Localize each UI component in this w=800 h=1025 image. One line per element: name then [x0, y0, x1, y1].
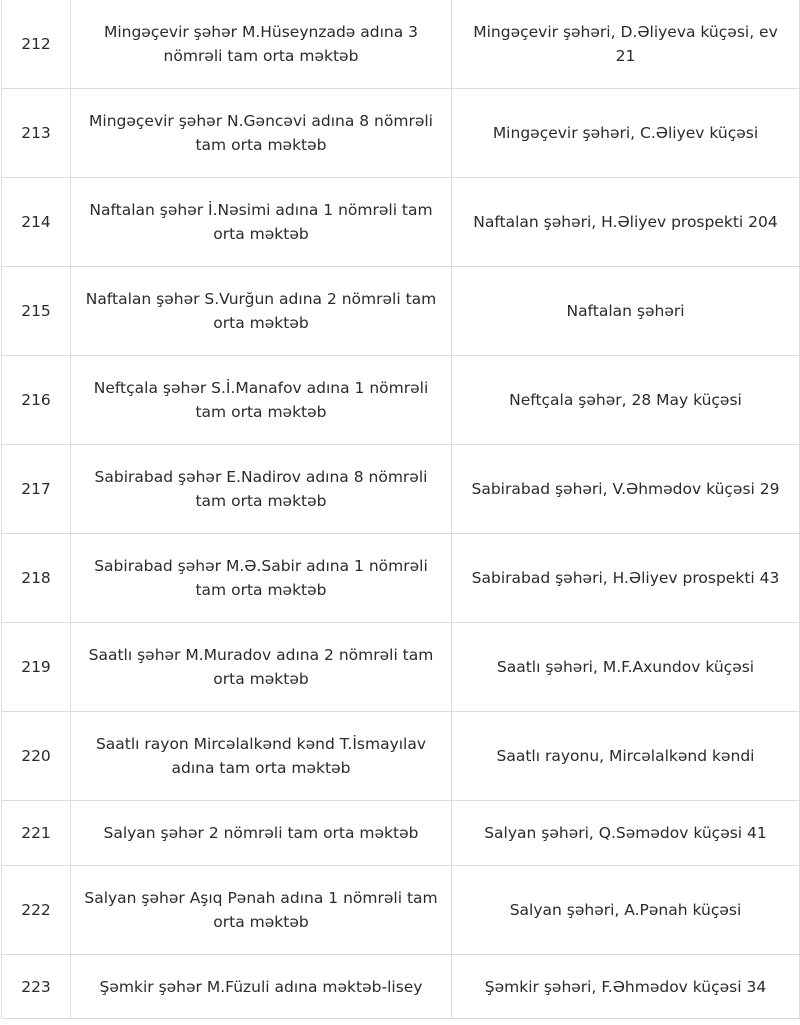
school-name: Saatlı rayon Mircəlalkənd kənd T.İsmayılav adına tam orta məktəb: [71, 712, 452, 801]
table-row: [2, 178, 800, 267]
table-row: [2, 866, 800, 955]
table-row: [2, 955, 800, 1019]
school-address: Sabirabad şəhəri, H.Əliyev prospekti 43: [452, 534, 800, 623]
row-number: 213: [2, 89, 71, 178]
row-number: 214: [2, 178, 71, 267]
row-number: 218: [2, 534, 71, 623]
table-row: [2, 801, 800, 866]
school-name: Mingəçevir şəhər N.Gəncəvi adına 8 nömrəli tam orta məktəb: [71, 89, 452, 178]
row-number: 222: [2, 866, 71, 955]
table-row: [2, 623, 800, 712]
row-number: 212: [2, 0, 71, 89]
table-row: [2, 445, 800, 534]
table-row: [2, 267, 800, 356]
school-name: Salyan şəhər 2 nömrəli tam orta məktəb: [71, 801, 452, 866]
school-address: Salyan şəhəri, A.Pənah küçəsi: [452, 866, 800, 955]
table-row: [2, 0, 800, 89]
school-address: Naftalan şəhəri, H.Əliyev prospekti 204: [452, 178, 800, 267]
row-number: 220: [2, 712, 71, 801]
row-number: 223: [2, 955, 71, 1019]
school-address: Şəmkir şəhəri, F.Əhmədov küçəsi 34: [452, 955, 800, 1019]
school-address: Mingəçevir şəhəri, D.Əliyeva küçəsi, ev 21: [452, 0, 800, 89]
school-address: Salyan şəhəri, Q.Səmədov küçəsi 41: [452, 801, 800, 866]
row-number: 221: [2, 801, 71, 866]
school-name: Şəmkir şəhər M.Füzuli adına məktəb-lisey: [71, 955, 452, 1019]
school-name: Sabirabad şəhər E.Nadirov adına 8 nömrəli tam orta məktəb: [71, 445, 452, 534]
table-row: [2, 89, 800, 178]
school-name: Saatlı şəhər M.Muradov adına 2 nömrəli tam orta məktəb: [71, 623, 452, 712]
table-row: [2, 356, 800, 445]
row-number: 217: [2, 445, 71, 534]
school-name: Sabirabad şəhər M.Ə.Sabir adına 1 nömrəli tam orta məktəb: [71, 534, 452, 623]
table-row: [2, 712, 800, 801]
school-address: Neftçala şəhər, 28 May küçəsi: [452, 356, 800, 445]
schools-table: [1, 0, 800, 1019]
row-number: 219: [2, 623, 71, 712]
school-name: Naftalan şəhər S.Vurğun adına 2 nömrəli tam orta məktəb: [71, 267, 452, 356]
row-number: 216: [2, 356, 71, 445]
school-name: Salyan şəhər Aşıq Pənah adına 1 nömrəli tam orta məktəb: [71, 866, 452, 955]
table-row: [2, 534, 800, 623]
school-address: Mingəçevir şəhəri, C.Əliyev küçəsi: [452, 89, 800, 178]
row-number: 215: [2, 267, 71, 356]
school-address: Saatlı rayonu, Mircəlalkənd kəndi: [452, 712, 800, 801]
school-address: Sabirabad şəhəri, V.Əhmədov küçəsi 29: [452, 445, 800, 534]
school-name: Neftçala şəhər S.İ.Manafov adına 1 nömrəli tam orta məktəb: [71, 356, 452, 445]
school-address: Naftalan şəhəri: [452, 267, 800, 356]
school-name: Mingəçevir şəhər M.Hüseynzadə adına 3 nömrəli tam orta məktəb: [71, 0, 452, 89]
school-address: Saatlı şəhəri, M.F.Axundov küçəsi: [452, 623, 800, 712]
school-name: Naftalan şəhər İ.Nəsimi adına 1 nömrəli tam orta məktəb: [71, 178, 452, 267]
